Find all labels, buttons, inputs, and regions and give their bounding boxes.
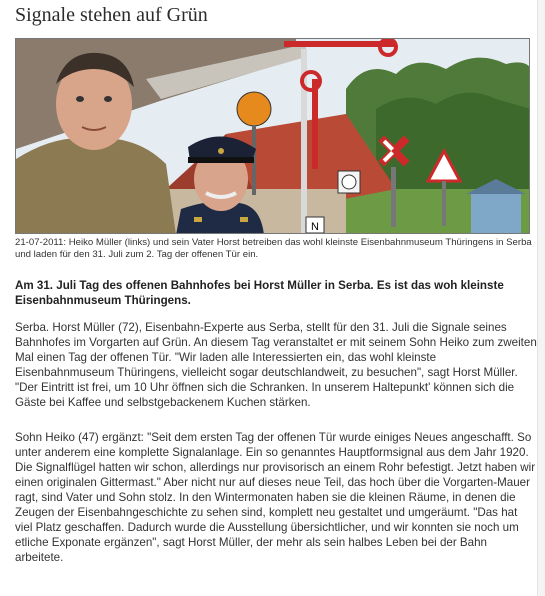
station-sign-text: N xyxy=(311,221,319,233)
vertical-scrollbar[interactable] xyxy=(537,0,545,596)
article-paragraph: Serba. Horst Müller (72), Eisenbahn-Experte aus Serba, stellt für den 31. Juli die Signale seines Bahnhofes im Vorgarten auf Grün. An diesem Tag veranstaltet er mit seinem Sohn Heiko zum zweiten Mal einen Tag der offenen Tür. "Wir laden alle Interessierten ein, das wohl kleinste Eisenbahnmuseum Thüringens, vielleicht sogar deutschlandweit, zu besuchen", sagt Horst Müller. "Der Eintritt ist frei, um 10 Uhr öffnen sich die Schranken. In unserem Haltepunkt' können sich die Gäste bei Kaffee und selbstgebackenem Kuchen stärken. xyxy=(15,321,537,409)
article-photo xyxy=(15,38,530,234)
article-paragraph: Sohn Heiko (47) ergänzt: "Seit dem ersten Tag der offenen Tür wurde einiges Neues angeschafft. So unter anderem eine komplette Signalanlage. Ein so genanntes Hauptformsignal aus dem Jahr 1920. Die Signalflügel hatten wir schon, allerdings nur provisorisch an einem Rohr befestigt. Jetzt haben wir einen originalen Gittermast." Aber nicht nur auf dieses neue Teil, das hoch über die Vorgarten-Mauer ragt, sind Vater und Sohn stolz. In den Wintermonaten haben sie die kleinen Räume, in denen die Zeugen der Eisenbahngeschichte zu sehen sind, komplett neu gestaltet und umgeräumt. "Das hat viel Platz geschaffen. Dadurch wurde die Ausstellung übersichtlicher, und wir konnten sie noch um etliche Exponate ergänzen", sagt Horst Müller, der mehr als sein halbes Leben bei der Bahn arbeitete. xyxy=(15,431,536,564)
photo-caption: 21-07-2011: Heiko Müller (links) und sein Vater Horst betreiben das wohl kleinste Eisenbahnmuseum Thüringens in Serba und laden für den 31. Juli zum 2. Tag der offenen Tür ein. xyxy=(15,237,532,260)
article-lead: Am 31. Juli Tag des offenen Bahnhofes bei Horst Müller in Serba. Es ist das woh kleinste Eisenbahnmuseum Thüringens. xyxy=(15,279,504,307)
article-headline: Signale stehen auf Grün xyxy=(15,4,208,26)
